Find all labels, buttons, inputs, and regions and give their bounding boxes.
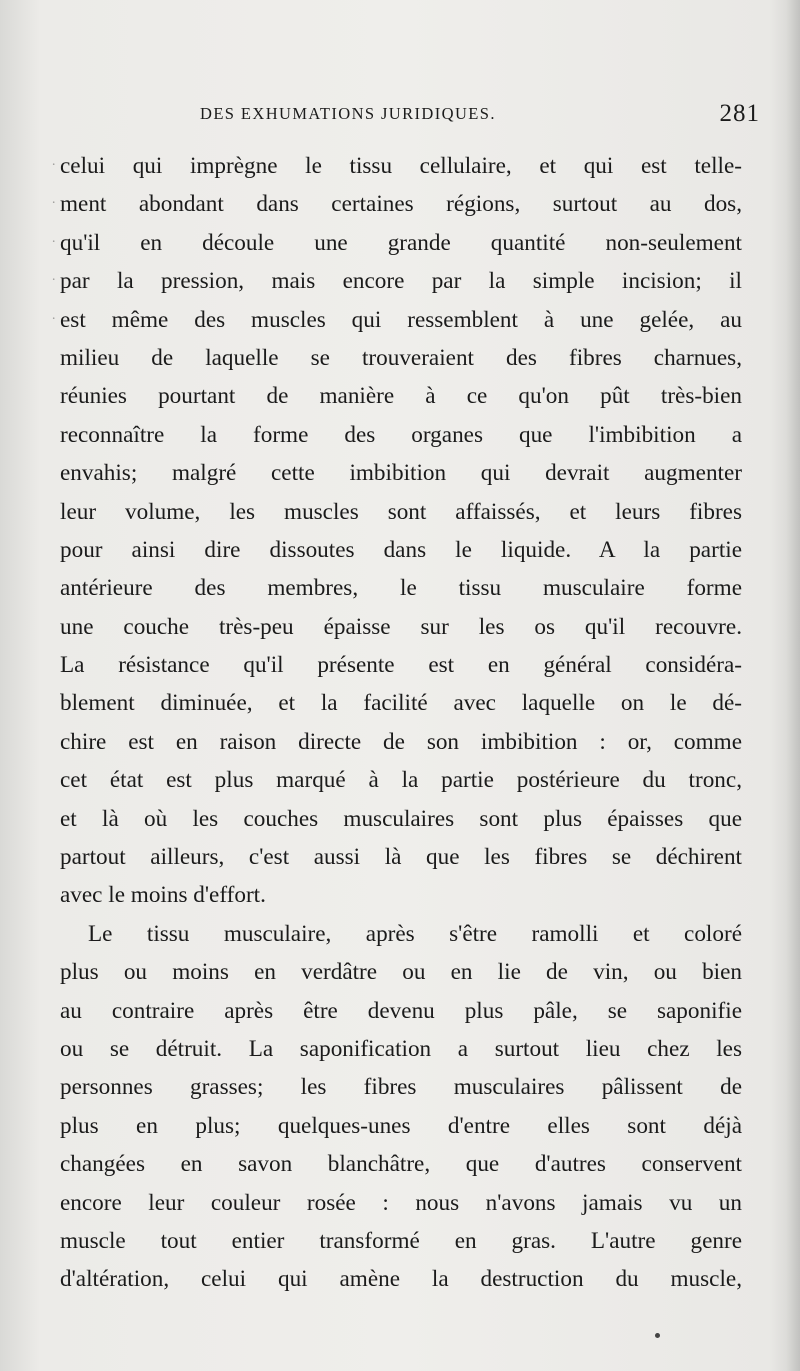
text-line: plus ou moins en verdâtre ou en lie de vin, ou bien <box>60 959 742 986</box>
page-header <box>200 100 760 134</box>
text-line: leur volume, les muscles sont affaissés, et leurs fibres <box>60 498 742 525</box>
text-line: est même des muscles qui ressemblent à une gelée, au <box>60 306 742 333</box>
text-line: blement diminuée, et la facilité avec laquelle on le dé- <box>60 690 742 717</box>
text-line: une couche très-peu épaisse sur les os qu'il recouvre. <box>60 613 742 640</box>
text-line: celui qui imprègne le tissu cellulaire, et qui est telle- <box>60 153 742 179</box>
text-line: milieu de laquelle se trouveraient des fibres charnues, <box>60 344 742 371</box>
text-line: chire est en raison directe de son imbibition : or, comme <box>60 728 742 755</box>
text-line: avec le moins d'effort. <box>60 882 266 909</box>
text-line: reconnaître la forme des organes que l'imbibition a <box>60 421 742 448</box>
margin-mark: · <box>51 158 56 173</box>
margin-mark: · <box>51 196 56 212</box>
body-text <box>60 147 742 1299</box>
text-line: au contraire après être devenu plus pâle, se saponifie <box>60 997 742 1024</box>
text-line: réunies pourtant de manière à ce qu'on pût très-bien <box>60 383 742 410</box>
text-line: La résistance qu'il présente est en général considéra- <box>60 652 742 679</box>
text-line: partout ailleurs, c'est aussi là que les fibres se déchirent <box>60 844 742 871</box>
text-line: par la pression, mais encore par la simple incision; il <box>60 268 742 295</box>
text-line: antérieure des membres, le tissu musculaire forme <box>60 575 742 602</box>
margin-mark: · <box>51 273 56 289</box>
page-number: 281 <box>719 100 760 127</box>
page-edge-shadow <box>786 0 800 1371</box>
ink-speck <box>655 1333 660 1338</box>
text-line: changées en savon blanchâtre, que d'autres conservent <box>60 1151 742 1178</box>
text-line: ment abondant dans certaines régions, surtout au dos, <box>60 191 742 218</box>
margin-mark: · <box>51 311 56 327</box>
text-line: pour ainsi dire dissoutes dans le liquide. A la partie <box>60 536 742 563</box>
text-line: ou se détruit. La saponification a surtout lieu chez les <box>60 1035 742 1062</box>
text-line: et là où les couches musculaires sont plus épaisses que <box>60 805 742 832</box>
bleed-through-marks <box>26 147 56 339</box>
running-title: DES EXHUMATIONS JURIDIQUES. <box>200 104 496 123</box>
text-line: d'altération, celui qui amène la destruction du muscle, <box>60 1266 742 1293</box>
margin-mark: · <box>51 234 56 250</box>
text-line: cet état est plus marqué à la partie postérieure du tronc, <box>60 767 742 794</box>
text-line: qu'il en découle une grande quantité non-seulement <box>60 229 742 256</box>
text-line: muscle tout entier transformé en gras. L'autre genre <box>60 1227 742 1254</box>
text-line: Le tissu musculaire, après s'être ramolli et coloré <box>88 920 742 947</box>
text-line: envahis; malgré cette imbibition qui devrait augmenter <box>60 460 742 487</box>
text-line: personnes grasses; les fibres musculaires pâlissent de <box>60 1074 742 1101</box>
text-line: encore leur couleur rosée : nous n'avons jamais vu un <box>60 1189 742 1216</box>
text-line: plus en plus; quelques-unes d'entre elles sont déjà <box>60 1112 742 1139</box>
